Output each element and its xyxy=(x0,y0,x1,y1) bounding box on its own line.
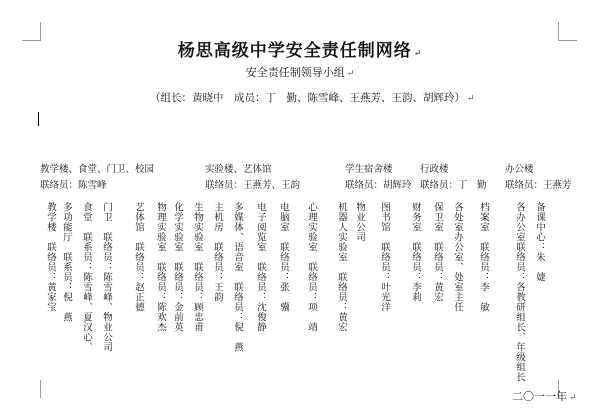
crop-mark-bottom-left xyxy=(22,380,41,398)
column-entry: 电脑室 联络员：张 骥 xyxy=(278,202,289,312)
group-building: 行政楼 xyxy=(420,164,449,175)
group-admin xyxy=(420,162,487,194)
group-contact: 联络员：王燕芳、王韵 xyxy=(205,180,301,191)
group-building: 学生宿舍楼 xyxy=(345,164,393,175)
group-contact: 联络员：丁 勤 xyxy=(420,180,487,191)
document-subtitle: 安全责任制领导小组 ↵ xyxy=(245,66,355,79)
column-entry: 生物实验室 联络员：顾忠甫 xyxy=(192,202,203,332)
column-entry: 电子阅览室 联络员：沈俊静 xyxy=(255,202,266,332)
group-building: 教学楼、食堂、门卫、校园 xyxy=(40,164,155,175)
group-building: 实验楼、艺体馆 xyxy=(205,164,272,175)
column-entry: 艺体馆 联络员：赵正德 xyxy=(133,202,144,312)
column-entry: 保卫室 联络员：黄宏 xyxy=(432,202,443,302)
column-entry: 教学楼 联络员：黄家宝 xyxy=(45,202,56,312)
group-office xyxy=(505,162,572,194)
column-entry: 图书馆 联络员：叶光洋 xyxy=(379,202,390,312)
group-building: 办公楼 xyxy=(505,164,534,175)
group-contact: 联络员：胡辉玲 xyxy=(345,180,412,191)
group-lab xyxy=(205,162,300,194)
column-entry: 机器人实验室 联络员：黄宏 xyxy=(336,202,347,332)
column-entry: 各办公室联络员：各教研组长、年级组长 xyxy=(514,202,525,382)
document-date: 二〇一一年 ↵ xyxy=(512,390,577,403)
column-entry: 财务室 联络员：李莉 xyxy=(410,202,421,302)
group-contact: 联络员：王燕芳 xyxy=(505,180,572,191)
text-cursor[interactable] xyxy=(38,112,39,126)
group-contact: 联络员：陈雪峰 xyxy=(40,180,107,191)
column-entry: 备课中心：朱 婕 xyxy=(534,202,545,282)
column-entry: 物业公司 xyxy=(354,202,365,242)
group-teaching xyxy=(40,162,154,194)
column-entry: 门卫 联络员：陈雪峰、物业公司 xyxy=(101,202,112,352)
column-entry: 各处室办公室、处室主任 xyxy=(452,202,463,312)
group-dorm xyxy=(345,162,412,194)
column-entry: 物理实验室 联络员：陈欢杰 xyxy=(155,202,166,332)
column-entry: 多媒体、语音室 联络员：倪 燕 xyxy=(232,202,243,352)
document-title: 杨思高级中学安全责任制网络 ↵ xyxy=(177,41,423,61)
leadership-members: （组长：黄晓中 成员：丁 勤、陈雪峰、王燕芳、王韵、胡辉玲） ↵ xyxy=(150,92,475,104)
column-entry: 档案室 联络员：李 敏 xyxy=(478,202,489,312)
column-entry: 主机房 联络员：王韵 xyxy=(212,202,223,302)
column-entry: 多功能厅 联系员：倪 燕 xyxy=(61,202,72,322)
column-entry: 食堂 联系员：陈雪峰、夏汉心、 xyxy=(81,202,92,352)
column-entry: 心理实验室 联络员：项 靖 xyxy=(306,202,317,332)
column-entry: 化学实验室 联络员：金前英 xyxy=(172,202,183,332)
